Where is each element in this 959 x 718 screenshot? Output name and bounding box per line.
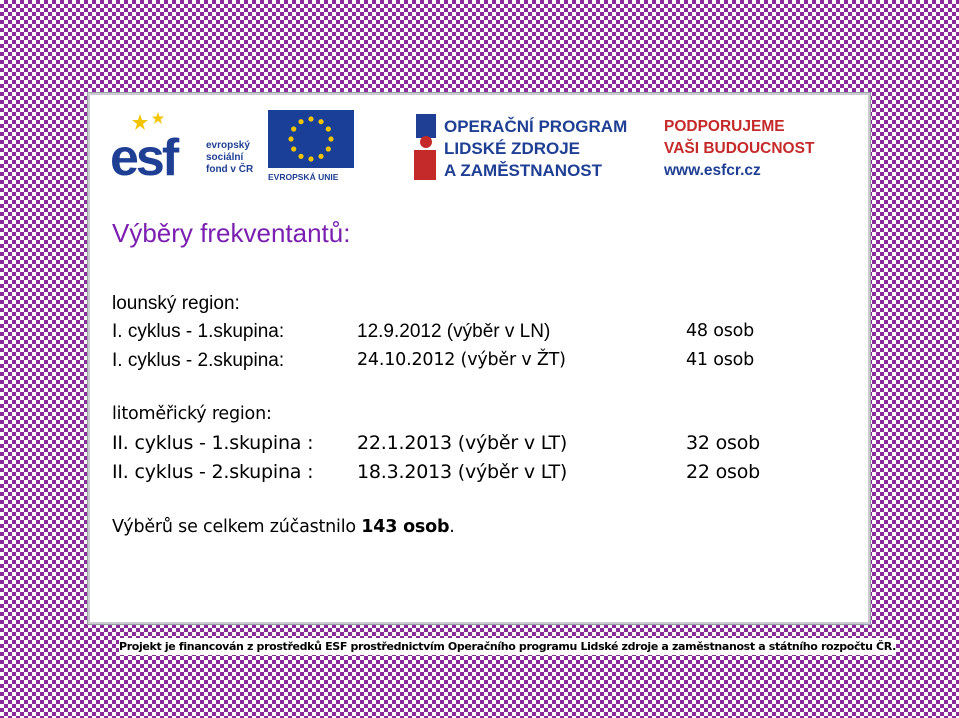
participant-count: 41 osob [686, 350, 755, 370]
puzzle-person-icon [410, 110, 440, 185]
support-slogan [664, 116, 814, 182]
oplzz-line: OPERAČNÍ PROGRAM [444, 117, 628, 136]
selection-date: 12.9.2012 (výběr v LN) [357, 321, 551, 342]
esf-letters: esf [110, 129, 177, 187]
esf-caption-line: fond v ČR [206, 164, 254, 175]
table-row [112, 321, 772, 347]
cycle-label: I. cyklus - 2.skupina: [112, 350, 285, 371]
eu-label: EVROPSKÁ UNIE [268, 172, 339, 182]
summary-total: 143 osob [361, 517, 450, 537]
summary-prefix: Výběrů se celkem zúčastnilo [112, 517, 362, 537]
participant-count: 48 osob [686, 321, 755, 341]
table-row [112, 350, 772, 376]
esf-caption-line: evropský [206, 140, 250, 151]
summary-suffix: . [449, 517, 455, 537]
oplzz-line: LIDSKÉ ZDROJE [444, 139, 581, 158]
cycle-label: II. cyklus - 2.skupina : [112, 461, 314, 483]
funding-footer: Projekt je financován z prostředků ESF prostřednictvím Operačního programu Lidské zdroje a zaměstnanost a státního rozpočtu ČR. [119, 640, 896, 653]
sponsor-logo-bar [110, 110, 852, 185]
support-url: www.esfcr.cz [664, 162, 761, 179]
eu-logo [268, 110, 356, 185]
esf-caption-line: sociální [206, 152, 244, 163]
cycle-label: II. cyklus - 1.skupina : [112, 432, 314, 454]
table-row [112, 461, 772, 487]
slogan-line: PODPORUJEME [664, 118, 785, 135]
participant-count: 32 osob [686, 432, 761, 454]
participant-count: 22 osob [686, 461, 761, 483]
esf-caption [206, 140, 253, 176]
summary-line [112, 517, 455, 537]
selection-date: 22.1.2013 (výběr v LT) [357, 432, 568, 454]
oplzz-logo [410, 110, 650, 185]
esf-logo [110, 110, 258, 185]
eu-flag-icon [268, 110, 354, 168]
cycle-label: I. cyklus - 1.skupina: [112, 321, 285, 342]
region-title-litomerice: litoměřický region: [112, 404, 272, 424]
table-row [112, 432, 772, 458]
eu-stars-icon [268, 110, 354, 168]
slogan-line: VAŠI BUDOUCNOST [664, 140, 815, 157]
selection-date: 18.3.2013 (výběr v LT) [357, 461, 568, 483]
page-title: Výběry frekventantů: [112, 218, 351, 248]
oplzz-line: A ZAMĚSTNANOST [444, 161, 603, 180]
region-title-louny: lounský region: [112, 293, 240, 314]
slide-panel [90, 95, 868, 622]
selection-date: 24.10.2012 (výběr v ŽT) [357, 350, 566, 370]
oplzz-text [444, 116, 627, 182]
